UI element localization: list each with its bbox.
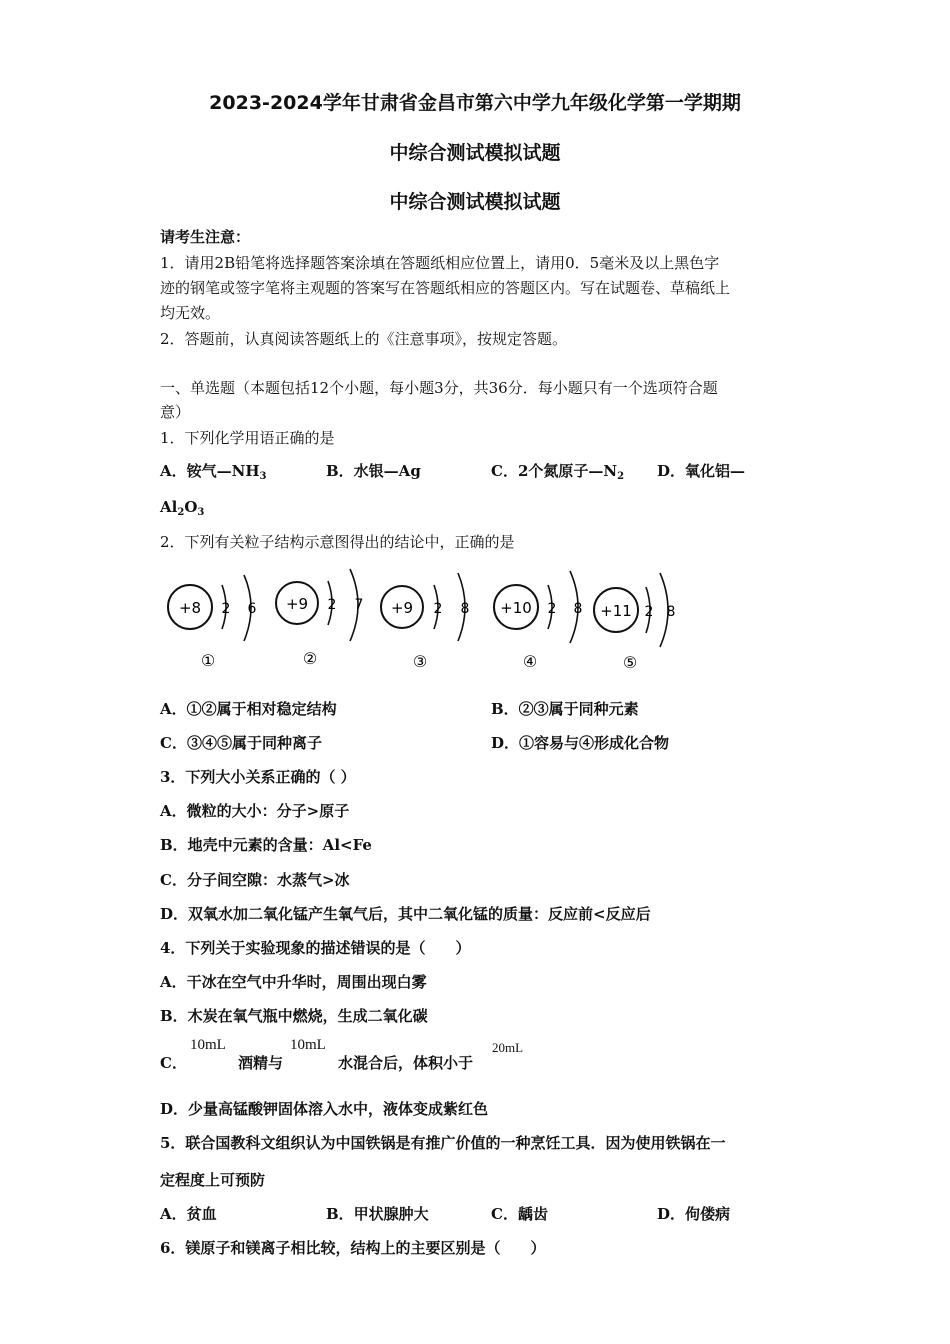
q2-option-d: D．①容易与④形成化合物 [491,734,670,752]
q4-option-b: B．木炭在氧气瓶中燃烧，生成二氧化碳 [160,1007,428,1025]
atom-5-nucleus-charge: +11 [600,602,632,620]
atom-3-shell-1-count: 2 [433,601,443,617]
section-heading-line2: 意） [160,403,191,421]
q3-option-d: D．双氧水加二氧化锰产生氧气后，其中二氧化锰的质量：反应前<反应后 [160,905,651,923]
q5-option-b: B．甲状腺肿大 [326,1205,429,1223]
q4-option-c-unit-3: 20mL [492,1040,524,1055]
atom-3-label: ③ [412,652,428,671]
atom-1-label: ① [200,651,216,670]
q3-option-a: A．微粒的大小：分子>原子 [160,802,350,820]
page-title-line1: 2023-2024学年甘肃省金昌市第六中学九年级化学第一学期期 [209,92,741,114]
page-title-line2: 中综合测试模拟试题 [389,142,561,164]
atom-5-shell-1-count: 2 [644,604,654,620]
q1-option-d-formula: $Al_2O_3$ [160,498,205,518]
atom-3-nucleus-charge: +9 [390,599,414,617]
q5-option-c: C．龋齿 [491,1205,548,1223]
atom-4-label: ④ [522,652,538,671]
q3-option-b: B．地壳中元素的含量：Al<Fe [160,836,372,854]
section-heading-line1: 一、单选题（本题包括12个小题，每小题3分，共36分．每小题只有一个选项符合题 [160,379,718,397]
notice-item-1c: 均无效。 [160,304,221,322]
q4-option-c-prefix: C． [160,1054,187,1072]
atom-structure-diagrams [160,565,700,675]
q3-stem: 3．下列大小关系正确的（ ） [160,768,356,786]
atom-diagram-1 [168,575,257,670]
atom-diagram-3 [381,573,469,671]
q1-option-d: D．氧化铝— [657,462,746,480]
page-title-line3: 中综合测试模拟试题 [389,191,561,213]
notice-item-1b: 迹的钢笔或签字笔将主观题的答案写在答题纸相应的答题区内。写在试题卷、草稿纸上 [160,279,731,297]
atom-4-shell-2-count: 8 [573,601,583,617]
atom-2-label: ② [302,649,318,668]
q4-stem: 4．下列关于实验现象的描述错误的是（ ） [160,939,471,957]
q2-stem: 2．下列有关粒子结构示意图得出的结论中，正确的是 [160,533,515,551]
atom-4-shell-1-count: 2 [547,601,557,617]
atom-2-nucleus-charge: +9 [285,595,309,613]
q4-option-c-unit-2: 10mL [290,1037,326,1053]
q4-option-a: A．干冰在空气中升华时，周围出现白雾 [160,973,427,991]
q2-option-a: A．①②属于相对稳定结构 [160,700,337,718]
q5-option-d: D．佝偻病 [657,1205,731,1223]
atom-5-shell-2-count: 8 [666,604,676,620]
atom-diagram-4 [494,571,582,671]
q1-option-a: A．铵气$—NH_3$ [160,462,267,482]
q4-option-c-unit-1: 10mL [190,1037,226,1053]
q1-stem: 1．下列化学用语正确的是 [160,429,335,447]
q5-stem-line1: 5．联合国教科文组织认为中国铁锅是有推广价值的一种烹饪工具．因为使用铁锅在一 [160,1134,726,1152]
atom-4-nucleus-charge: +10 [500,599,532,617]
q2-option-b: B．②③属于同种元素 [491,700,639,718]
atom-3-shell-2-count: 8 [460,601,470,617]
q6-stem: 6．镁原子和镁离子相比较，结构上的主要区别是（ ） [160,1239,546,1257]
q2-option-c: C．③④⑤属于同种离子 [160,734,322,752]
notice-heading: 请考生注意： [160,228,251,246]
q3-option-c: C．分子间空隙：水蒸气>冰 [160,871,350,889]
notice-item-1a: 1．请用2B铅笔将选择题答案涂填在答题纸相应位置上，请用0．5毫米及以上黑色字 [160,254,720,272]
atom-2-shell-1-count: 2 [327,597,337,613]
q4-option-c-text-1: 酒精与 [238,1054,284,1072]
q1-option-b: B．水银—Ag [326,462,421,480]
q1-option-c: C．2个氮原子$—N_2$ [491,462,625,482]
atom-1-shell-1-count: 2 [221,601,231,617]
q4-option-c-text-2: 水混合后，体积小于 [338,1054,474,1072]
atom-5-label: ⑤ [622,653,638,672]
notice-item-2: 2．答题前，认真阅读答题纸上的《注意事项》，按规定答题。 [160,330,568,348]
atom-diagram-2 [276,569,363,668]
atom-2-shell-2-count: 7 [354,597,364,613]
q4-option-d: D．少量高锰酸钾固体溶入水中，液体变成紫红色 [160,1100,489,1118]
atom-diagram-5 [594,573,675,672]
q5-option-a: A．贫血 [160,1205,217,1223]
atom-1-shell-2-count: 6 [247,601,257,617]
q5-stem-line2: 定程度上可预防 [160,1171,266,1189]
atom-1-nucleus-charge: +8 [178,599,202,617]
